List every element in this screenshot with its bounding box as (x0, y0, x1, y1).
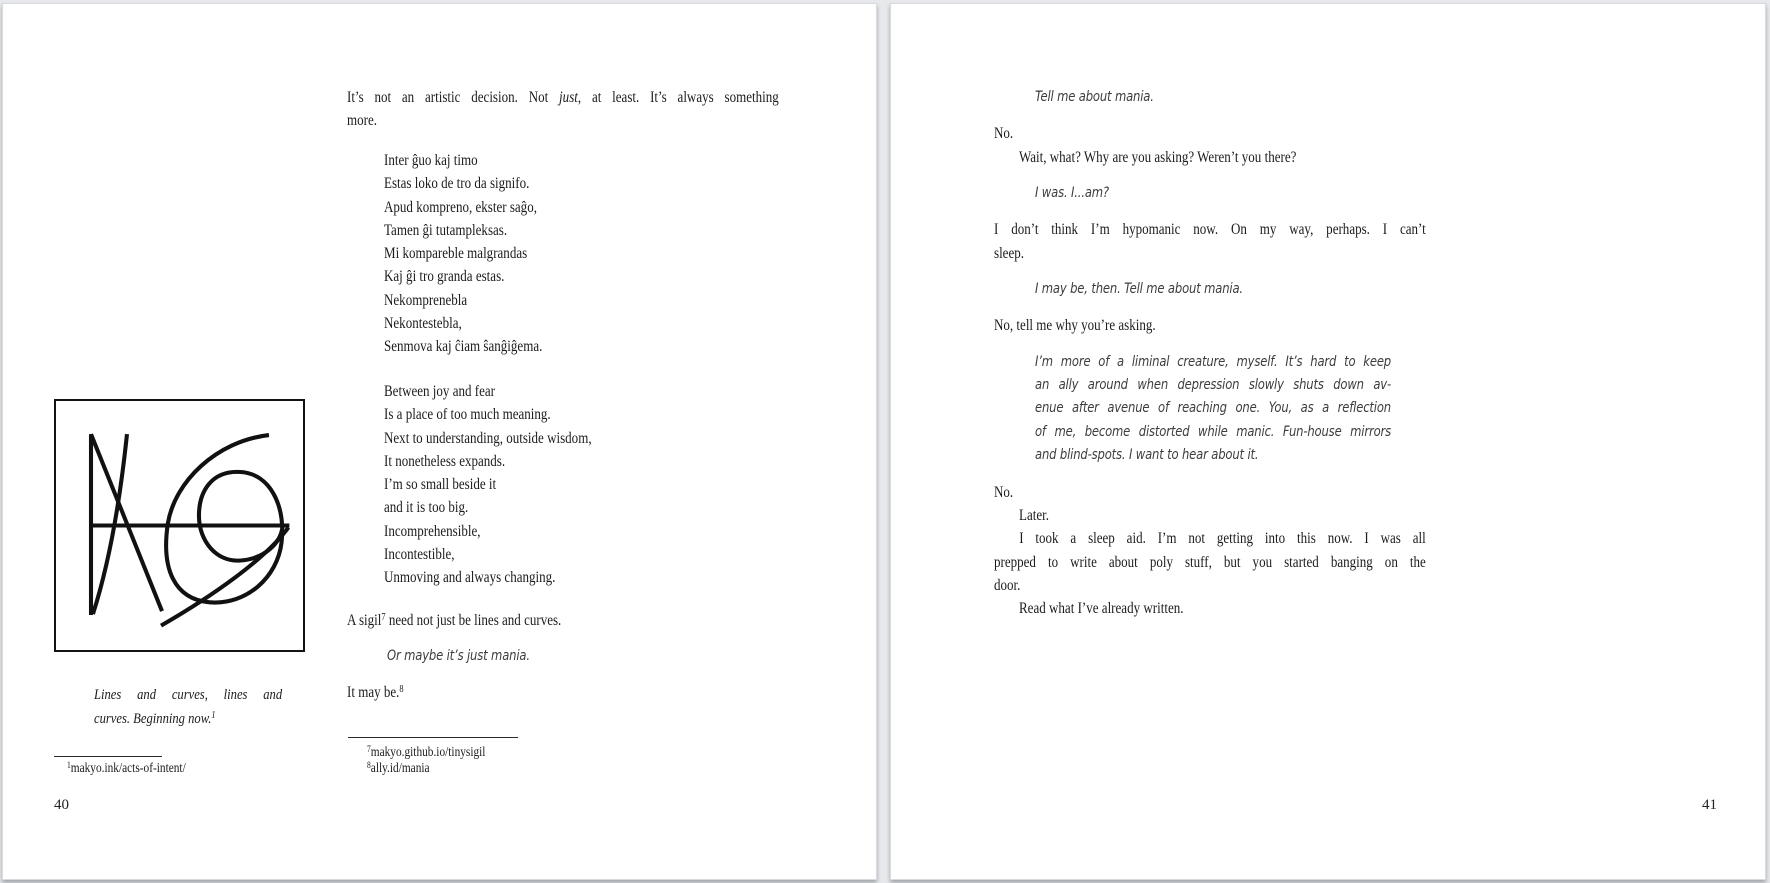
dialogue-line: No, tell me why you’re asking. (994, 317, 1156, 335)
sigil-spiral-curve (166, 435, 282, 602)
footnote-8-text: ally.id/mania (370, 760, 430, 775)
reply-line (347, 681, 861, 704)
poem-line: Is a place of too much meaning. (384, 406, 551, 424)
reply-text-line (347, 681, 779, 704)
intro-line-1-emphasis: just (559, 89, 578, 106)
poem-line: Nekontestebla, (384, 315, 462, 333)
page-left (2, 3, 877, 880)
dialogue-column (994, 86, 1534, 620)
dialogue-line: I took a sleep aid. I’m not getting into this now. I was all (1019, 530, 1426, 548)
reply-text: It may be. (347, 684, 400, 701)
dialogue-line: door. (994, 576, 1021, 594)
footnote-ref-7: 7 (381, 612, 386, 623)
intro-line-2: more. (347, 112, 378, 130)
dialogue-line: Later. (1019, 506, 1050, 524)
sigil-sentence-line (347, 609, 779, 632)
poem-line: Inter ĝuo kaj timo (384, 152, 478, 169)
sigil-sentence-pre: A sigil (347, 612, 382, 629)
footnote-1 (67, 760, 186, 777)
caption-line-1: Lines and curves, lines and (94, 687, 283, 703)
sigil-figure (54, 399, 305, 652)
footnote-7-text: makyo.github.io/tinysigil (370, 744, 486, 759)
page-right (890, 3, 1766, 880)
poem-esperanto (384, 149, 898, 359)
footnote-ref-1: 1 (211, 709, 216, 721)
poem-line: Senmova kaj ĉiam ŝanĝiĝema. (384, 338, 543, 356)
dialogue-line-italic: of me, become distorted while manic. Fun-house mirrors (1035, 423, 1391, 440)
dialogue-line-italic: Tell me about mania. (1035, 89, 1154, 105)
intro-line-1-post: , at least. It’s always something (577, 89, 779, 106)
dialogue-line: prepped to write about poly stuff, but you started banging on the (994, 553, 1426, 571)
footnote-1-text: makyo.ink/acts-of-intent/ (70, 760, 186, 775)
dialogue-line: No. (994, 125, 1014, 143)
dialogue-line-italic: I’m more of a liminal creature, myself. It’s hard to keep (1035, 353, 1391, 370)
footnote-ref-8: 8 (399, 684, 404, 695)
poem-line: Between joy and fear (384, 383, 495, 400)
dialogue-line: I don’t think I’m hypomanic now. On my way, perhaps. I can’t (994, 221, 1426, 239)
footnote-1-ref: 1 (67, 760, 71, 770)
sigil-drawing-icon (56, 401, 303, 650)
poem-line: Nekomprenebla (384, 291, 468, 309)
dialogue-line-italic: enue after avenue of reaching one. You, as a reflection (1035, 400, 1391, 417)
poem-line: Incomprehensible, (384, 522, 481, 540)
figure-caption (94, 684, 318, 731)
poem-line: Tamen ĝi tutampleksas. (384, 221, 508, 239)
caption-line-2-text: curves. Beginning now. (94, 710, 212, 727)
poem-line: Estas loko de tro da signifo. (384, 175, 530, 193)
footnote-7 (367, 744, 485, 761)
footnote-7-ref: 7 (367, 744, 371, 754)
dialogue-line-italic: Or maybe it’s just mania. (387, 648, 530, 664)
dialogue-line: No. (994, 483, 1014, 501)
poem-line: It nonetheless expands. (384, 452, 506, 470)
dialogue-line-italic: I was. I...am? (1035, 184, 1109, 201)
footnote-separator (54, 756, 162, 757)
intro-line-1 (347, 86, 779, 109)
dialogue-line-italic: and blind-spots. I want to hear about it. (1035, 447, 1259, 464)
poem-line: Apud kompreno, ekster saĝo, (384, 198, 537, 216)
footnote-8-ref: 8 (367, 760, 371, 770)
dialogue-line: Read what I’ve already written. (1019, 600, 1184, 618)
poem-line: Unmoving and always changing. (384, 569, 556, 587)
poem-line: and it is too big. (384, 499, 469, 517)
page-number-41: 41 (1702, 797, 1717, 813)
dialogue-line-italic: I may be, then. Tell me about mania. (1035, 280, 1243, 297)
intro-paragraph (347, 86, 861, 133)
footnote-8 (367, 760, 430, 777)
poem-line: Incontestible, (384, 546, 455, 564)
intro-line-1-pre: It’s not an artistic decision. Not (347, 89, 560, 106)
dialogue-line-italic: an ally around when depression slowly shuts down av- (1035, 377, 1391, 394)
dialogue-line: Wait, what? Why are you asking? Weren’t you there? (1019, 148, 1297, 166)
poem-english (384, 380, 898, 590)
footnote-separator (348, 737, 518, 738)
sigil-sentence (347, 609, 861, 632)
page-number-40: 40 (54, 797, 69, 813)
poem-line: Mi kompareble malgrandas (384, 245, 528, 263)
dialogue-line: sleep. (994, 244, 1025, 262)
poem-line: Next to understanding, outside wisdom, (384, 429, 592, 447)
poem-line: I’m so small beside it (384, 476, 497, 494)
sigil-sentence-post: need not just be lines and curves. (385, 612, 562, 629)
caption-line-2 (94, 708, 282, 732)
poem-line: Kaj ĝi tro granda estas. (384, 268, 505, 286)
